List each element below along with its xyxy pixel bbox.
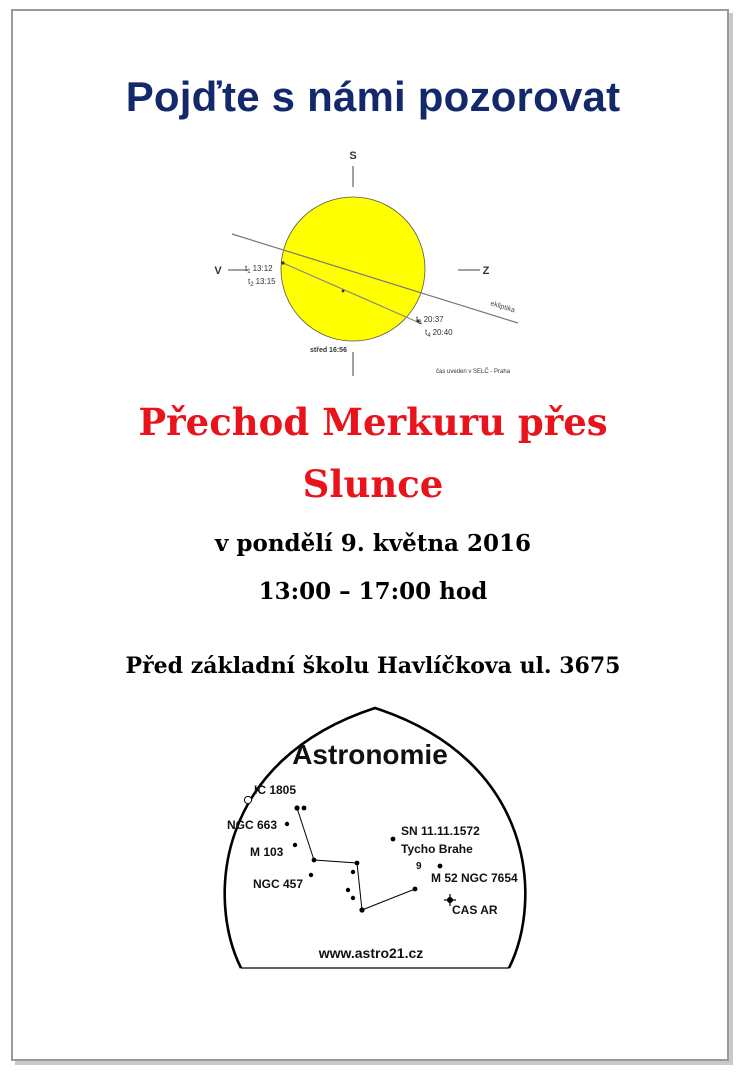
star <box>293 843 297 847</box>
sun-disc <box>281 197 425 341</box>
star <box>312 858 317 863</box>
star <box>351 870 355 874</box>
event-title-line-2: Slunce <box>302 462 444 506</box>
west-label: Z <box>482 265 490 277</box>
label-tycho: Tycho Brahe <box>401 842 473 856</box>
ecliptic-label: ekliptika <box>489 300 516 315</box>
star <box>391 837 396 842</box>
transit-diagram <box>200 140 540 380</box>
label-casar: CAS AR <box>452 903 498 917</box>
star <box>294 805 299 810</box>
logo-title: Astronomie <box>292 739 448 770</box>
t3-label: $t_3$ 20:37 <box>416 315 444 326</box>
star <box>302 806 307 811</box>
astronomie-logo <box>205 700 545 972</box>
star <box>309 873 313 877</box>
event-place: Před základní školu Havlíčkova ul. 3675 <box>125 653 621 679</box>
t1-label: $t_1$ 13:12 <box>245 264 273 275</box>
star <box>346 888 350 892</box>
mid-label: střed 16:56 <box>310 347 347 354</box>
star <box>285 822 289 826</box>
star <box>413 887 418 892</box>
event-title-line-1: Přechod Merkuru přes <box>138 400 608 444</box>
t4-label: $t_4$ 20:40 <box>425 328 453 339</box>
label-nine: 9 <box>416 861 422 872</box>
north-label: S <box>349 150 357 162</box>
label-m52: M 52 NGC 7654 <box>431 871 518 885</box>
label-ngc663: NGC 663 <box>227 818 278 832</box>
label-ic1805: IC 1805 <box>254 783 297 797</box>
mid-point <box>342 290 345 293</box>
t2-label: $t_2$ 13:15 <box>248 277 276 288</box>
poster-headline: Pojďte s námi pozorovat <box>125 73 621 120</box>
label-ngc457: NGC 457 <box>253 877 304 891</box>
event-time: 13:00 – 17:00 hod <box>258 578 488 605</box>
star <box>359 907 364 912</box>
star <box>351 896 355 900</box>
label-m103: M 103 <box>250 845 284 859</box>
contact-point-1 <box>281 261 284 264</box>
event-date: v pondělí 9. května 2016 <box>215 530 531 557</box>
east-label: V <box>214 265 222 277</box>
star <box>355 861 360 866</box>
time-note: čas uveden v SELČ - Praha <box>436 369 511 375</box>
logo-url: www.astro21.cz <box>318 945 424 961</box>
label-sn: SN 11.11.1572 <box>401 824 480 838</box>
star <box>438 864 443 869</box>
open-star-icon <box>244 796 251 803</box>
